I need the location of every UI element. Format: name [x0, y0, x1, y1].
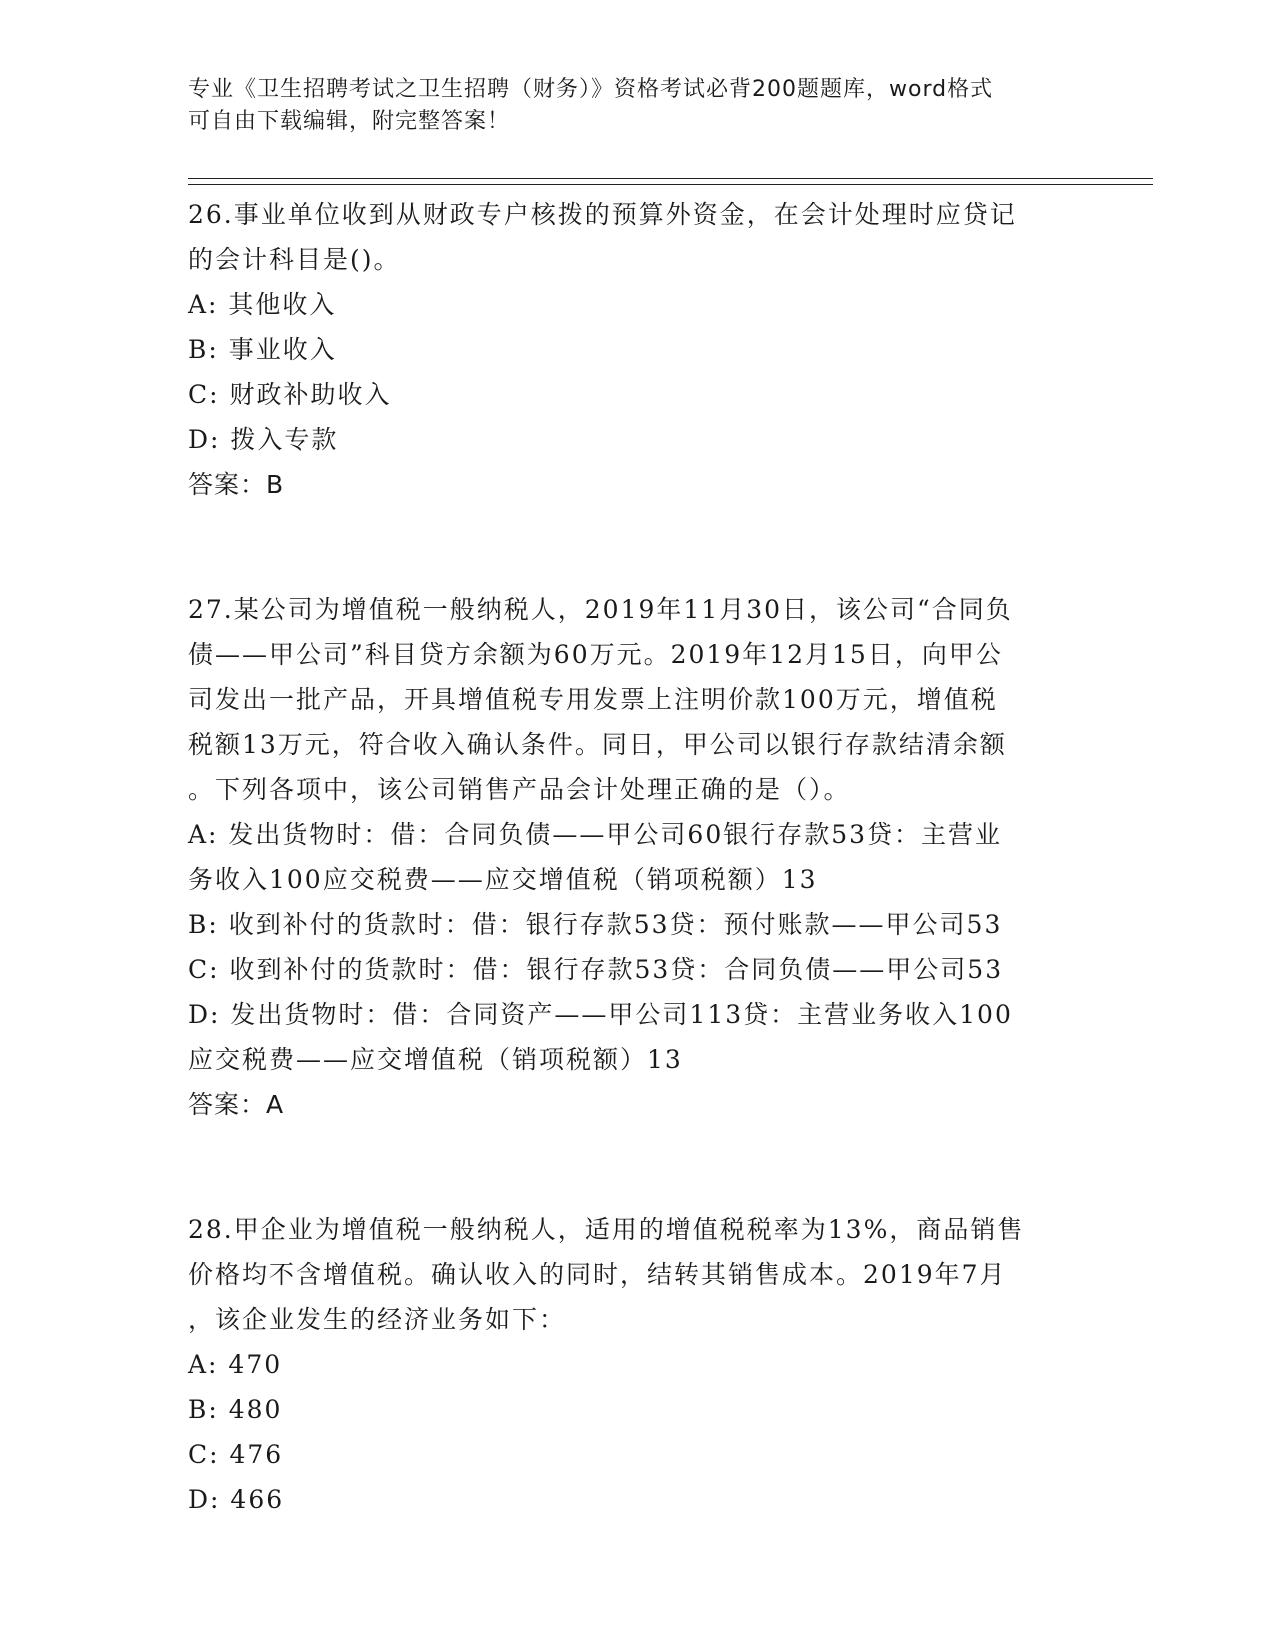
question-stem: 27.某公司为增值税一般纳税人，2019年11月30日，该公司“合同负 债——甲公司”科目贷方余额为60万元。2019年12月15日，向甲公 司发出一批产品，开具增值税专用发票上注明价款100万元，增值税 税额13万元，符合收入确认条件。同日，甲公司以银行存款结清余额 。下列各项中，该公司销售产品会计处理正确的是（）。 [188, 595, 1013, 804]
answer-label: 答案：A [188, 1090, 285, 1119]
question-list [188, 192, 1088, 1522]
option-b: B: 收到补付的货款时：借：银行存款53贷：预付账款——甲公司53 [188, 910, 1003, 939]
answer-label: 答案：B [188, 470, 285, 499]
option-a: A: 发出货物时：借：合同负债——甲公司60银行存款53贷：主营业 务收入100应交税费——应交增值税（销项税额）13 [188, 820, 1003, 894]
option-b: B: 480 [188, 1395, 283, 1424]
option-d: D: 发出货物时：借：合同资产——甲公司113贷：主营业务收入100 应交税费——应交增值税（销项税额）13 [188, 1000, 1013, 1074]
question-spacer [188, 1127, 1088, 1207]
option-c: C: 财政补助收入 [188, 380, 392, 409]
header-line-1: 专业《卫生招聘考试之卫生招聘（财务）》资格考试必背200题题库，word格式 [188, 77, 994, 102]
option-c: C: 476 [188, 1440, 284, 1469]
option-a: A: 其他收入 [188, 290, 337, 319]
option-b: B: 事业收入 [188, 335, 337, 364]
question-spacer [188, 507, 1088, 587]
question-28 [188, 1207, 1088, 1522]
option-d: D: 466 [188, 1485, 285, 1514]
question-27 [188, 587, 1088, 1127]
header-divider-bottom [188, 184, 1153, 185]
option-a: A: 470 [188, 1350, 283, 1379]
document-header [188, 74, 1078, 138]
header-line-2: 可自由下载编辑，附完整答案！ [188, 109, 511, 134]
question-26 [188, 192, 1088, 507]
header-divider-top [188, 178, 1153, 179]
question-stem: 28.甲企业为增值税一般纳税人，适用的增值税税率为13%，商品销售 价格均不含增值税。确认收入的同时，结转其销售成本。2019年7月 ，该企业发生的经济业务如下： [188, 1215, 1025, 1334]
question-stem: 26.事业单位收到从财政专户核拨的预算外资金，在会计处理时应贷记 的会计科目是()。 [188, 200, 1017, 274]
option-c: C: 收到补付的货款时：借：银行存款53贷：合同负债——甲公司53 [188, 955, 1004, 984]
option-d: D: 拨入专款 [188, 425, 339, 454]
